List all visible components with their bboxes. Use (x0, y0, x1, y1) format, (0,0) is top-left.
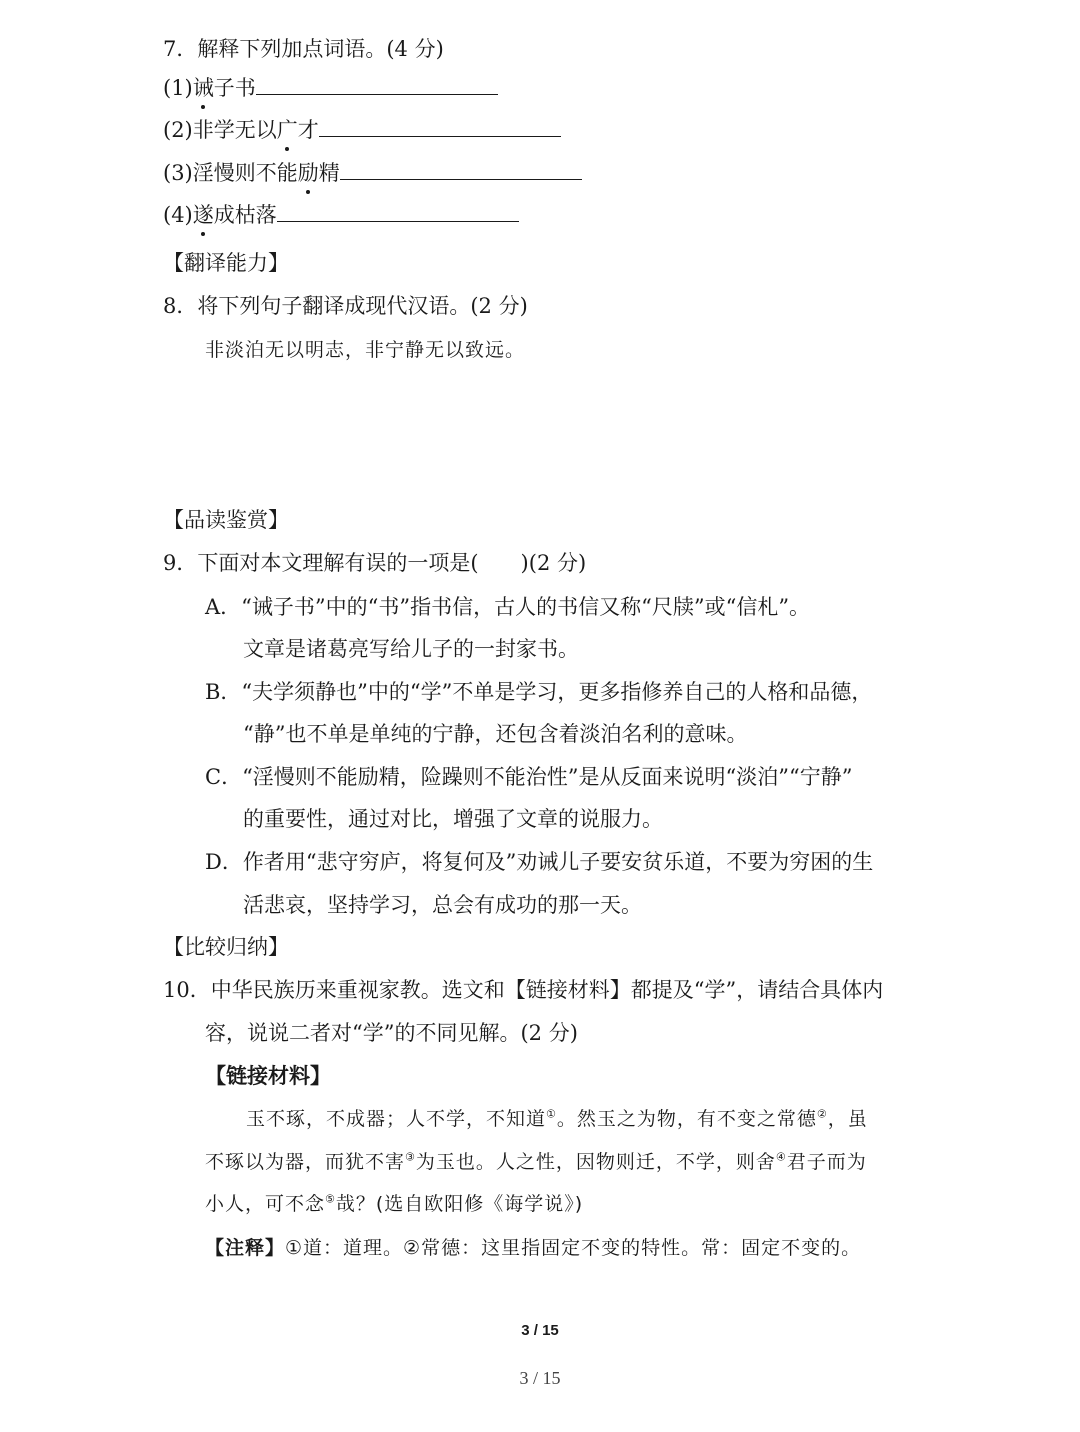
question-7-title: 7．解释下列加点词语。(4 分) (163, 37, 444, 61)
passage-line-2 (205, 1147, 867, 1177)
question-9-title: 9．下面对本文理解有误的一项是( )(2 分) (163, 551, 587, 575)
passage-text: 玉不琢，不成器；人不学，不知道 (246, 1108, 547, 1130)
passage-text: 为玉也。人之性，因物则迁，不学，则舍 (415, 1151, 776, 1173)
q9-option-a-line2: 文章是诸葛亮写给儿子的一封家书。 (243, 637, 579, 661)
item-prefix: (2)非学无以 (163, 118, 277, 142)
passage-text: ，虽 (827, 1108, 868, 1130)
footnote-mark-5: ⑤ (325, 1192, 336, 1206)
q9-option-a-line1: A．“诫子书”中的“书”指书信，古人的书信又称“尺牍”或“信札”。 (205, 595, 811, 619)
item-suffix: 子书 (213, 76, 256, 100)
item-suffix: 精 (318, 161, 340, 185)
answer-blank[interactable] (319, 114, 561, 137)
annotation-line (205, 1233, 861, 1263)
q9-option-d-line1: D．作者用“悲守穷庐，将复何及”劝诫儿子要安贫乐道，不要为穷困的生 (205, 850, 874, 874)
dotted-char: 诫 (193, 73, 214, 103)
q7-item-3 (163, 157, 582, 188)
section-heading-translate: 【翻译能力】 (163, 251, 289, 275)
item-suffix: 成枯落 (213, 203, 277, 227)
question-10-title-line2: 容，说说二者对“学”的不同见解。(2 分) (205, 1021, 578, 1045)
passage-line-3 (205, 1189, 583, 1219)
q7-item-4 (163, 199, 519, 230)
q9-option-d-line2: 活悲哀，坚持学习，总会有成功的那一天。 (243, 893, 642, 917)
dotted-char: 励 (298, 158, 319, 188)
q9-option-c-line1: C．“淫慢则不能励精，险躁则不能治性”是从反面来说明“淡泊”“宁静” (205, 765, 853, 789)
page-number: 3 / 15 (519, 1368, 561, 1388)
item-prefix: (4) (163, 203, 193, 227)
question-8-title: 8．将下列句子翻译成现代汉语。(2 分) (163, 294, 528, 318)
passage-text: 。然玉之为物，有不变之常德 (556, 1108, 817, 1130)
material-label: 【链接材料】 (205, 1063, 331, 1088)
answer-blank[interactable] (256, 72, 498, 95)
annotation-label: 【注释】 (205, 1237, 286, 1259)
passage-text: 不琢以为器，而犹不害 (205, 1151, 406, 1173)
q8-sentence: 非淡泊无以明志，非宁静无以致远。 (205, 339, 526, 361)
q9-option-b-line2: “静”也不单是单纯的宁静，还包含着淡泊名利的意味。 (243, 722, 748, 746)
footnote-mark-4: ④ (775, 1150, 787, 1164)
item-prefix: (1) (163, 76, 193, 100)
passage-text: 君子而为 (786, 1151, 867, 1173)
passage-text: 哉？(选自欧阳修《诲学说》) (335, 1193, 584, 1215)
section-heading-compare: 【比较归纳】 (163, 935, 289, 959)
question-10-title-line1: 10．中华民族历来重视家教。选文和【链接材料】都提及“学”，请结合具体内 (163, 978, 884, 1002)
dotted-char: 遂 (193, 200, 214, 230)
q7-item-1 (163, 72, 498, 103)
section-heading-appreciate: 【品读鉴赏】 (163, 508, 289, 532)
annotation-text: ①道：道理。②常德：这里指固定不变的特性。常：固定不变的。 (285, 1237, 862, 1259)
answer-blank[interactable] (277, 199, 519, 222)
page-number-bold: 3 / 15 (521, 1322, 559, 1339)
q7-item-2 (163, 114, 561, 145)
dotted-char: 广 (277, 115, 298, 145)
passage-text: 小人，可不念 (205, 1193, 326, 1215)
q9-option-b-line1: B．“夫学须静也”中的“学”不单是学习，更多指修养自己的人格和品德， (205, 680, 873, 704)
footnote-mark-3: ③ (405, 1150, 416, 1164)
answer-blank[interactable] (340, 157, 582, 180)
item-suffix: 才 (297, 118, 319, 142)
passage-line-1 (246, 1104, 868, 1134)
item-prefix: (3)淫慢则不能 (163, 161, 298, 185)
q9-option-c-line2: 的重要性，通过对比，增强了文章的说服力。 (243, 807, 663, 831)
footnote-mark-2: ② (816, 1107, 828, 1121)
footnote-mark-1: ① (546, 1107, 557, 1121)
